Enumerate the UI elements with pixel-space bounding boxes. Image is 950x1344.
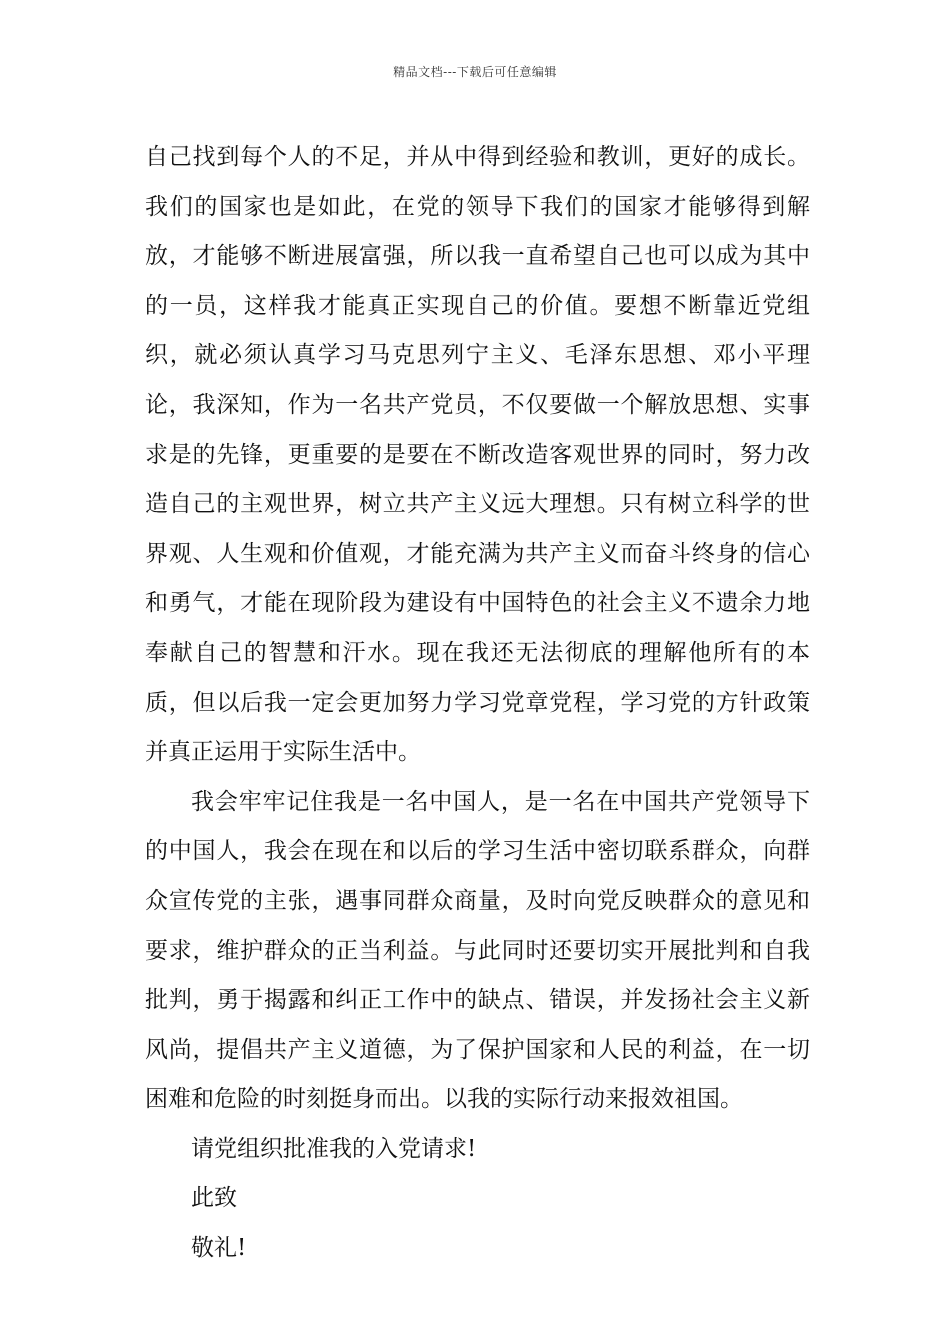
closing-request: 请党组织批准我的入党请求! [191, 1135, 477, 1162]
paragraph-2: 我会牢牢记住我是一名中国人，是一名在中国共产党领导下的中国人，我会在现在和以后的学习生活中密切联系群众，向群众宣传党的主张，遇事同群众商量，及时向党反映群众的意见和要求，维护群众的正当利益。与此同时还要切实开展批判和自我批判，勇于揭露和纠正工作中的缺点、错误，并发扬社会主义新风尚，提倡共产主义道德，为了保护国家和人民的利益，在一切困难和危险的时刻挺身而出。以我的实际行动来报效祖国。 [145, 788, 810, 1113]
closing-salutation: 此致 [191, 1185, 237, 1212]
paragraph-1: 自己找到每个人的不足，并从中得到经验和教训，更好的成长。我们的国家也是如此，在党的领导下我们的国家才能够得到解放，才能够不断进展富强，所以我一直希望自己也可以成为其中的一员，这样我才能真正实现自己的价值。要想不断靠近党组织，就必须认真学习马克思列宁主义、毛泽东思想、邓小平理论，我深知，作为一名共产党员，不仅要做一个解放思想、实事求是的先锋，更重要的是要在不断改造客观世界的同时，努力改造自己的主观世界，树立共产主义远大理想。只有树立科学的世界观、人生观和价值观，才能充满为共产主义而奋斗终身的信心和勇气，才能在现阶段为建设有中国特色的社会主义不遗余力地奉献自己的智慧和汗水。现在我还无法彻底的理解他所有的本质，但以后我一定会更加努力学习党章党程，学习党的方针政策并真正运用于实际生活中。 [145, 144, 810, 766]
closing-respect: 敬礼! [191, 1235, 247, 1262]
page-header: 精品文档---下载后可任意编辑 [393, 65, 557, 79]
document-body [145, 133, 810, 1274]
